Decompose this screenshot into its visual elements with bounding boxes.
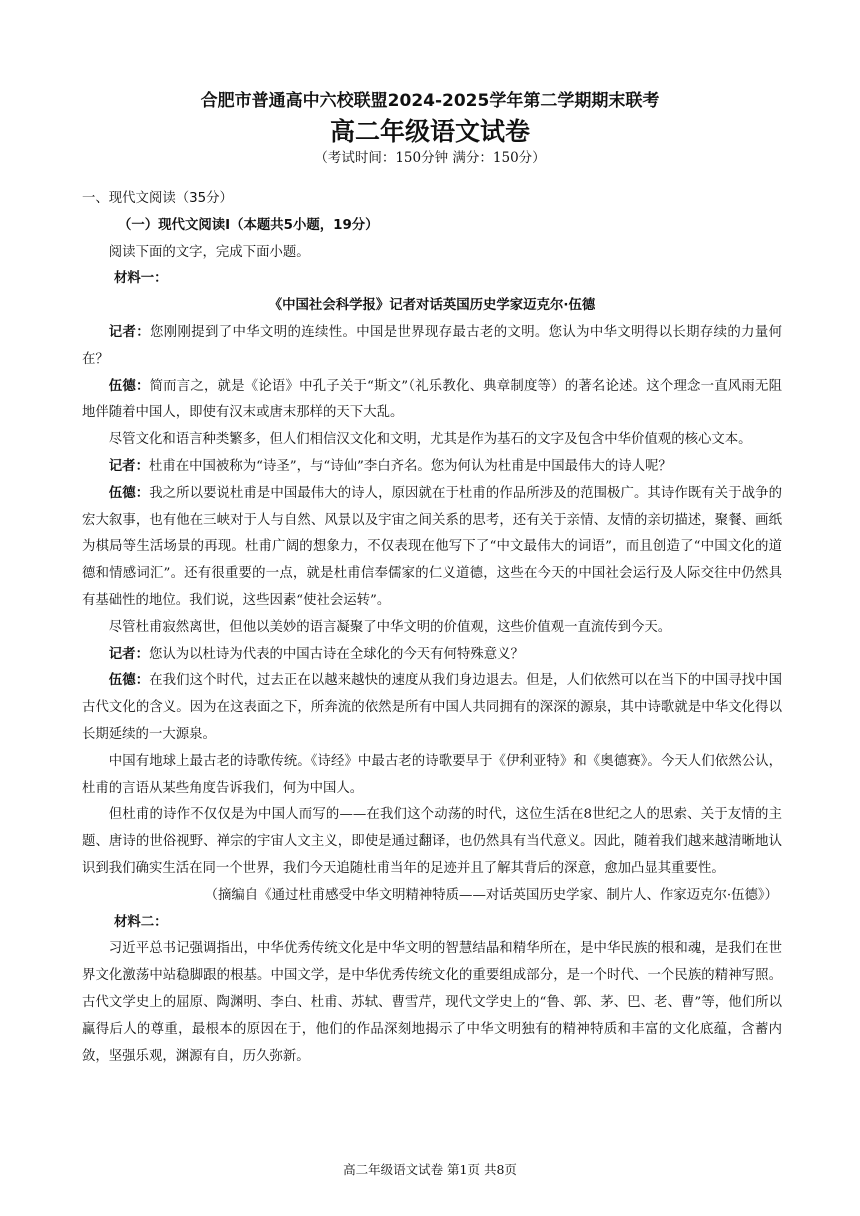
interview-paragraph [82, 615, 782, 642]
paper-title: 高二年级语文试卷 [329, 117, 530, 146]
sub-section-heading: （一）现代文阅读Ⅰ（本题共5小题，19分） [118, 217, 379, 233]
speaker-label: 伍德： [108, 485, 150, 501]
interview-paragraph [82, 749, 782, 803]
interview-paragraph [82, 802, 782, 882]
speaker-label: 伍德： [108, 673, 150, 689]
paragraph-text: 我之所以要说杜甫是中国最伟大的诗人，原因就在于杜甫的作品所涉及的范围极广。其诗作既有关于战争的宏大叙事，也有他在三峡对于人与自然、风景以及宇宙之间关系的思考，还有关于亲情、友情的亲切描述，聚餐、画纸为棋局等生活场景的再现。杜甫广阔的想象力，不仅表现在他写下了“中文最伟大的词语”，而且创造了“中国文化的道德和情感词汇”。还有很重要的一点，就是杜甫信奉儒家的仁义道德，这些在今天的中国社会运行及人际交往中仍然具有基础性的地位。我们说，这些因素“使社会运转”。 [82, 485, 783, 608]
interview-paragraph [82, 642, 782, 669]
interview-paragraph [82, 668, 782, 748]
section-heading: 一、现代文阅读（35分） [82, 191, 233, 206]
paragraph-text: 杜甫在中国被称为“诗圣”，与“诗仙”李白齐名。您为何认为杜甫是中国最伟大的诗人呢？ [148, 458, 672, 474]
paragraph-text: 但杜甫的诗作不仅仅是为中国人而写的——在我们这个动荡的时代，这位生活在8世纪之人的思索、关于友情的主题、唐诗的世俗视野、禅宗的宇宙人文主义，即使是通过翻译，也仍然具有当代意义。因此，随着我们越来越清晰地认识到我们确实生活在同一个世界，我们今天追随杜甫当年的足迹并且了解其背后的深意，愈加凸显其重要性。 [82, 807, 782, 876]
instruction: 阅读下面的文字，完成下面小题。 [108, 244, 310, 260]
paragraph-text: 简而言之，就是《论语》中孔子关于“斯文”（礼乐教化、典章制度等）的著名论述。这个理念一直风雨无阻地伴随着中国人，即使有汉末或唐末那样的天下大乱。 [82, 378, 782, 421]
interview-paragraph [82, 454, 782, 481]
interview-paragraph [82, 481, 782, 615]
exam-info: （考试时间：150分钟 满分：150分） [314, 150, 546, 166]
material-label: 材料一： [114, 271, 168, 287]
paragraph-text: 在我们这个时代，过去正在以越来越快的速度从我们身边退去。但是，人们依然可以在当下的中国寻找中国古代文化的含义。因为在这表面之下，所奔流的依然是所有中国人共同拥有的深深的源泉，其中诗歌就是中华文化得以长期延续的一大源泉。 [82, 673, 783, 742]
interview-paragraph [82, 374, 782, 428]
speaker-label: 记者： [108, 646, 149, 662]
material-title: 《中国社会科学报》记者对话英国历史学家迈克尔·伍德 [268, 298, 596, 314]
paragraph-text: 您认为以杜诗为代表的中国古诗在全球化的今天有何特殊意义？ [148, 646, 524, 662]
paragraph-text: 尽管文化和语言种类繁多，但人们相信汉文化和文明，尤其是作为基石的文字及包含中华价值观的核心文本。 [108, 432, 752, 448]
paragraph-text: 尽管杜甫寂然离世，但他以美妙的语言凝聚了中华文明的价值观，这些价值观一直流传到今天。 [108, 619, 672, 635]
page-footer: 高二年级语文试卷 第1页 共8页 [343, 1162, 517, 1177]
paragraph-text: 您刚刚提到了中华文明的连续性。中国是世界现存最古老的文明。您认为中华文明得以长期存续的力量何在？ [82, 324, 783, 367]
material-source: （摘编自《通过杜甫感受中华文明精神特质——对话英国历史学家、制片人、作家迈克尔·伍德》） [204, 887, 778, 903]
speaker-label: 记者： [108, 458, 149, 474]
paragraph-text: 中国有地球上最古老的诗歌传统。《诗经》中最古老的诗歌要早于《伊利亚特》和《奥德赛》。今天人们依然公认，杜甫的言语从某些角度告诉我们，何为中国人。 [82, 753, 782, 796]
material-label: 材料二： [114, 914, 168, 930]
material-paragraph: 习近平总书记强调指出，中华优秀传统文化是中华文明的智慧结晶和精华所在，是中华民族的根和魂，是我们在世界文化激荡中站稳脚跟的根基。中国文学，是中华优秀传统文化的重要组成部分，是一个时代、一个民族的精神写照。古代文学史上的屈原、陶渊明、李白、杜甫、苏轼、曹雪芹，现代文学史上的“鲁、郭、茅、巴、老、曹”等，他们所以赢得后人的尊重，最根本的原因在于，他们的作品深刻地揭示了中华文明独有的精神特质和丰富的文化底蕴，含蓄内敛，坚强乐观，渊源有自，历久弥新。 [82, 941, 782, 1064]
speaker-label: 记者： [108, 324, 151, 340]
speaker-label: 伍德： [108, 378, 150, 394]
interview-paragraph [82, 427, 782, 454]
interview-paragraph [82, 320, 782, 374]
exam-title: 合肥市普通高中六校联盟2024-2025学年第二学期期末联考 [200, 91, 660, 111]
exam-body [82, 186, 782, 1070]
